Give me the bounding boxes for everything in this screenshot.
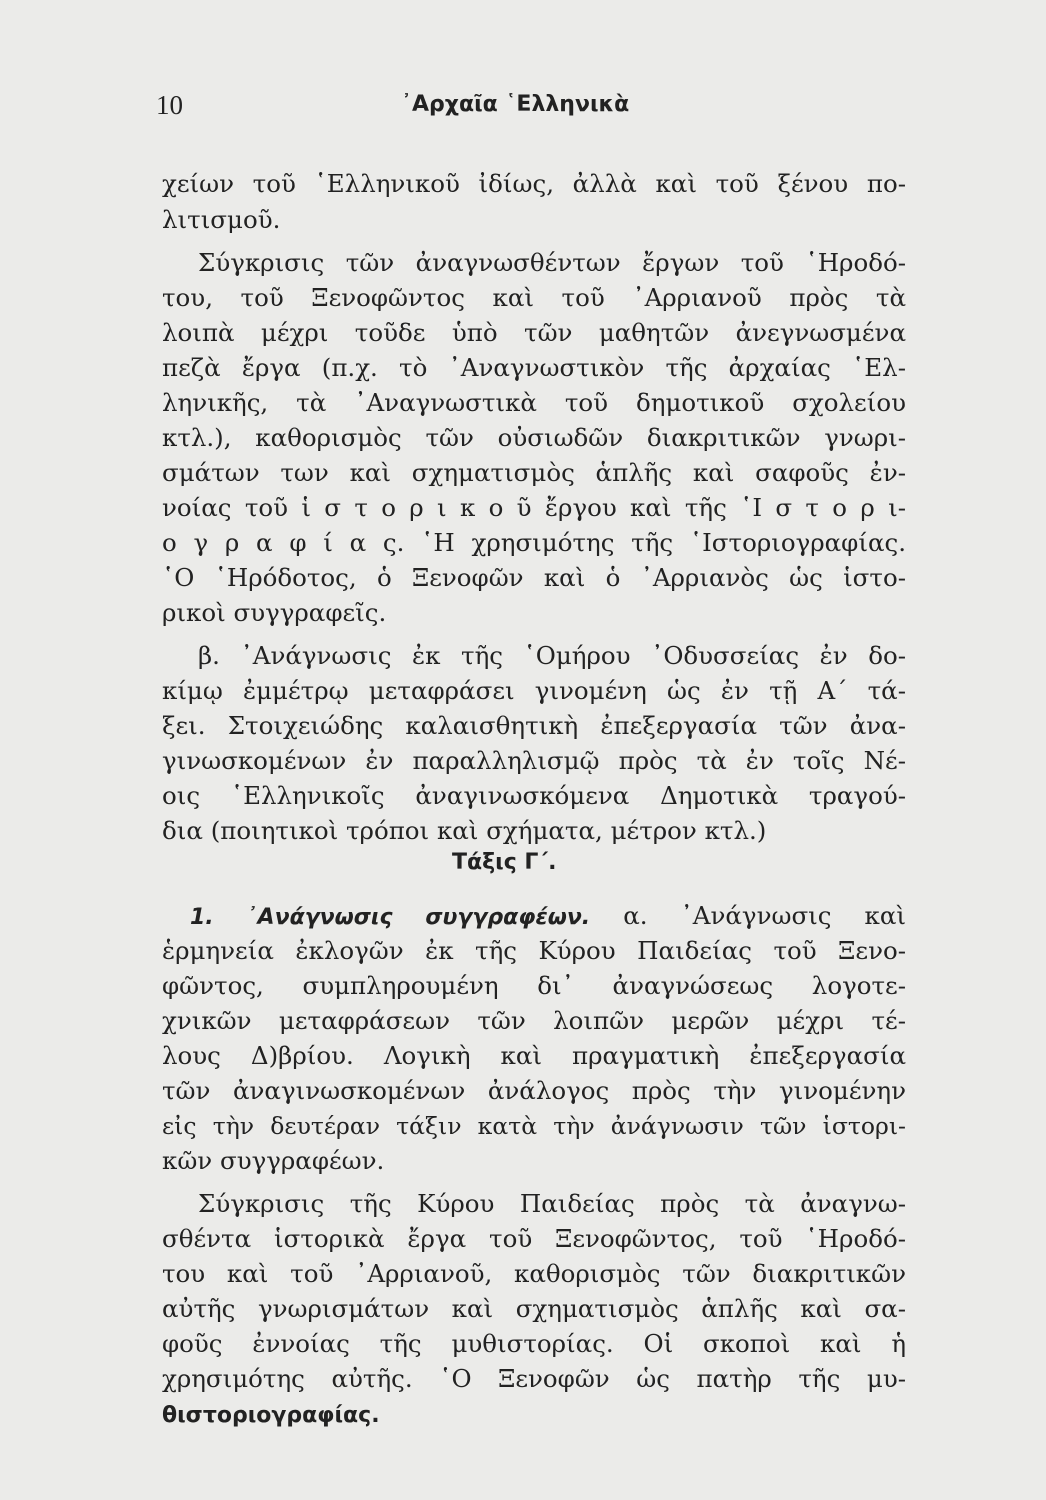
text-line: πεζὰ ἔργα (π.χ. τὸ ᾿Αναγνωστικὸν τῆς ἀρχαίας ῾Ελ-	[162, 353, 906, 382]
item-heading-line	[190, 898, 906, 934]
text-line: λοιπὰ μέχρι τοῦδε ὑπὸ τῶν μαθητῶν ἀνεγνωσμένα	[162, 318, 906, 347]
text-line: Σύγκρισις τῶν ἀναγνωσθέντων ἔργων τοῦ ῾Ηροδό-	[198, 248, 906, 277]
text-line: αὐτῆς γνωρισμάτων καὶ σχηματισμὸς ἁπλῆς καὶ σα-	[162, 1294, 906, 1323]
text-line: του καὶ τοῦ ᾿Αρριανοῦ, καθορισμὸς τῶν διακριτικῶν	[162, 1259, 906, 1288]
text-line: κτλ.), καθορισμὸς τῶν οὐσιωδῶν διακριτικῶν γνωρι-	[162, 423, 906, 452]
text-line: τῶν ἀναγινωσκομένων ἀνάλογος πρὸς τὴν γινομένην	[162, 1076, 906, 1105]
text-line: οις ῾Ελληνικοῖς ἀναγινωσκόμενα Δημοτικὰ τραγού-	[162, 781, 906, 810]
item-heading-rest: α. ᾿Ανάγνωσις καὶ	[590, 901, 906, 930]
text-line: ξει. Στοιχειώδης καλαισθητικὴ ἐπεξεργασία τῶν ἀνα-	[162, 711, 906, 740]
text-line: χείων τοῦ ῾Ελληνικοῦ ἰδίως, ἀλλὰ καὶ τοῦ ξένου πο-	[162, 169, 906, 198]
text-line: σμάτων των καὶ σχηματισμὸς ἁπλῆς καὶ σαφοῦς ἐν-	[162, 458, 906, 487]
text-line: εἰς τὴν δευτέραν τάξιν κατὰ τὴν ἀνάγνωσιν τῶν ἱστορι-	[162, 1112, 906, 1140]
text-line: φοῦς ἐννοίας τῆς μυθιστορίας. Οἱ σκοποὶ καὶ ἡ	[162, 1329, 906, 1358]
text-line-last	[162, 1396, 906, 1432]
text-line: κίμῳ ἐμμέτρῳ μεταφράσει γινομένη ὡς ἐν τῇ Α΄ τά-	[162, 676, 906, 705]
text-line: ῾Ο ῾Ηρόδοτος, ὁ Ξενοφῶν καὶ ὁ ᾿Αρριανὸς ὡς ἱστο-	[162, 563, 906, 592]
page-header	[156, 90, 906, 130]
text-line: ρικοὶ συγγραφεῖς.	[162, 598, 387, 627]
text-line: λιτισμοῦ.	[162, 205, 281, 234]
text-line: φῶντος, συμπληρουμένη δι᾿ ἀναγνώσεως λογοτε-	[162, 971, 906, 1000]
text-line: χνικῶν μεταφράσεων τῶν λοιπῶν μερῶν μέχρι τέ-	[162, 1006, 906, 1035]
text-line: ἑρμηνεία ἐκλογῶν ἐκ τῆς Κύρου Παιδείας τοῦ Ξενο-	[162, 936, 906, 965]
running-title: ᾿Αρχαῖα ῾Ελληνικὰ	[401, 92, 630, 117]
text-line: Σύγκρισις τῆς Κύρου Παιδείας πρὸς τὰ ἀναγνω-	[198, 1189, 906, 1218]
item-heading: 1. ᾿Ανάγνωσις συγγραφέων.	[190, 905, 591, 930]
page-number: 10	[156, 90, 183, 120]
text-line: γινωσκομένων ἐν παραλληλισμῷ πρὸς τὰ ἐν τοῖς Νέ-	[162, 746, 906, 775]
last-word: θιστοριογραφίας.	[162, 1403, 380, 1428]
text-line: κῶν συγγραφέων.	[162, 1146, 385, 1175]
text-line: χρησιμότης αὐτῆς. ῾Ο Ξενοφῶν ὡς πατὴρ τῆς μυ-	[162, 1364, 906, 1393]
text-line: β. ᾿Ανάγνωσις ἐκ τῆς ῾Ομήρου ᾿Οδυσσείας ἐν δο-	[198, 641, 906, 670]
text-line: λους Δ)βρίου. Λογικὴ καὶ πραγματικὴ ἐπεξεργασία	[162, 1041, 906, 1070]
text-line: του, τοῦ Ξενοφῶντος καὶ τοῦ ᾿Αρριανοῦ πρὸς τὰ	[162, 283, 906, 312]
section-heading: Τάξις Γ΄.	[452, 850, 557, 875]
text-line: νοίας τοῦ ἱ σ τ ο ρ ι κ ο ῦ ἔργου καὶ τῆς ῾Ι σ τ ο ρ ι-	[162, 493, 906, 522]
text-line: ληνικῆς, τὰ ᾿Αναγνωστικὰ τοῦ δημοτικοῦ σχολείου	[162, 388, 906, 417]
text-line: δια (ποιητικοὶ τρόποι καὶ σχήματα, μέτρον κτλ.)	[162, 816, 767, 845]
text-line: ο γ ρ α φ ί α ς. ῾Η χρησιμότης τῆς ῾Ιστοριογραφίας.	[162, 528, 906, 557]
text-line: σθέντα ἱστορικὰ ἔργα τοῦ Ξενοφῶντος, τοῦ ῾Ηροδό-	[162, 1224, 906, 1253]
